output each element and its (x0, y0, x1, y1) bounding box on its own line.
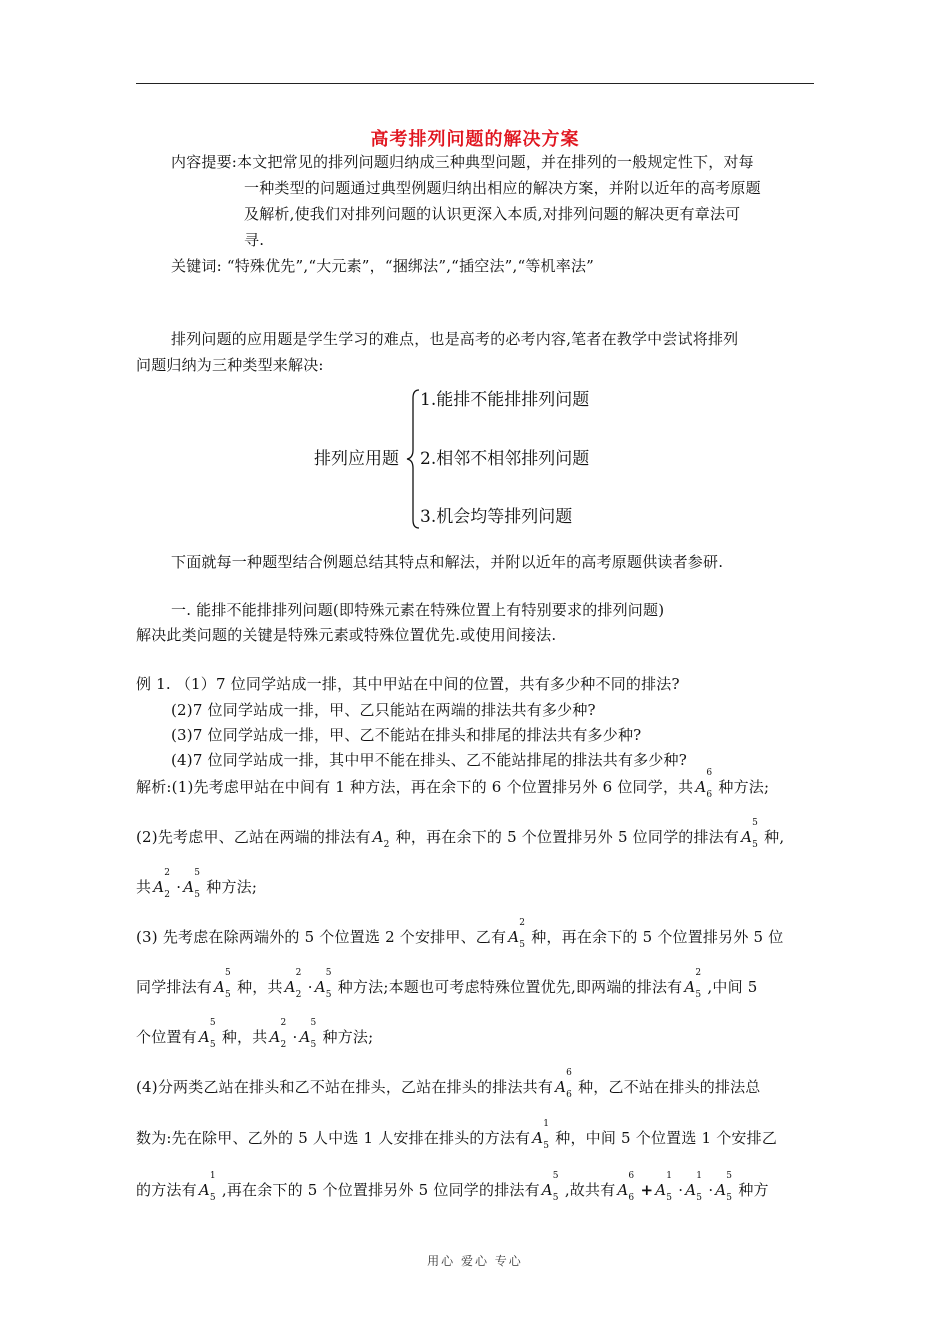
page-footer: 用心 爱心 专心 (427, 1254, 523, 1268)
abstract-line-3: 及解析,使我们对排列问题的认识更深入本质,对排列问题的解决更有章法可 (244, 205, 741, 223)
page-title: 高考排列问题的解决方案 (370, 129, 580, 150)
math-a-5-2: A 2 5 (684, 968, 702, 1000)
classification-item-1: 1.能排不能排排列问题 (420, 390, 590, 410)
math-a-5-5: A 5 5 (314, 968, 332, 1000)
analysis-line-4b: 数为:先在除甲、乙外的 5 人中选 1 人安排在排头的方法有 A 1 5 种，中间 5 个位置选 1 个安排乙 (136, 1119, 778, 1151)
section-1-desc: 解决此类问题的关键是特殊元素或特殊位置优先.或使用间接法. (136, 626, 557, 644)
math-a-2-2: A 2 2 (269, 1018, 287, 1050)
classification-item-3: 3.机会均等排列问题 (420, 507, 573, 527)
analysis-line-4: (4)分两类乙站在排头和乙不站在排头，乙站在排头的排法共有 A 6 6 种，乙不站在排头的排法总 (136, 1068, 761, 1100)
math-a-5-2: A 2 5 (508, 918, 526, 950)
math-a-6-6: A 6 6 (555, 1068, 572, 1100)
summary-line: 下面就每一种题型结合例题总结其特点和解法，并附以近年的高考原题供读者参研. (171, 553, 724, 571)
header-rule (136, 83, 814, 84)
math-a-5-1: A 1 5 (198, 1171, 216, 1203)
example-1-q2: (2)7 位同学站成一排，甲、乙只能站在两端的排法共有多少种? (171, 701, 596, 719)
math-a-5-5: A 5 5 (214, 968, 231, 1000)
curly-brace-icon (405, 388, 421, 530)
section-1-heading: 一. 能排不能排排列问题(即特殊元素在特殊位置上有特别要求的排列问题) (171, 601, 665, 619)
abstract-line-4: 寻. (244, 231, 265, 249)
math-a-5-5: A 5 5 (299, 1018, 317, 1050)
analysis-line-3: (3) 先考虑在除两端外的 5 个位置选 2 个安排甲、乙有 A 2 5 种，再在余下的 5 个位置排另外 5 位 (136, 918, 784, 950)
analysis-line-2: (2)先考虑甲、乙站在两端的排法有 A 2 种，再在余下的 5 个位置排另外 5 位同学的排法有 A 5 5 种, (136, 818, 785, 850)
intro-line-2: 问题归纳为三种类型来解决: (136, 356, 324, 374)
math-a-5-5: A 5 5 (741, 818, 759, 850)
abstract-line-1: 内容提要:本文把常见的排列问题归纳成三种典型问题，并在排列的一般规定性下，对每 (171, 153, 754, 171)
analysis-line-4c: 的方法有 A 1 5 ,再在余下的 5 个位置排另外 5 位同学的排法有 A 5 5 ,故共有 A 6 6 + A 1 5 · A 1 5 · A 5 5 种方 (136, 1171, 769, 1203)
math-a-2-2: A 2 (372, 828, 390, 850)
example-1-q4: (4)7 位同学站成一排，其中甲不能在排头、乙不能站排尾的排法共有多少种? (171, 751, 688, 769)
analysis-line-1 (136, 768, 770, 800)
analysis-line-3c: 个位置有 A 5 5 种，共 A 2 2 · A 5 5 种方法; (136, 1018, 374, 1050)
math-a-5-1: A 1 5 (685, 1171, 703, 1203)
abstract-line-2: 一种类型的问题通过典型例题归纳出相应的解决方案，并附以近年的高考原题 (244, 179, 761, 197)
math-a-5-5: A 5 5 (715, 1171, 733, 1203)
math-a-5-5: A 5 5 (183, 868, 201, 900)
keywords: 关键词: “特殊优先”,“大元素”，“捆绑法”,“插空法”,“等机率法” (171, 257, 595, 275)
math-a-2-2: A 2 2 (153, 868, 171, 900)
example-1-q3: (3)7 位同学站成一排，甲、乙不能站在排头和排尾的排法共有多少种? (171, 726, 642, 744)
math-a-2-2: A 2 2 (284, 968, 302, 1000)
analysis-line-3b: 同学排法有 A 5 5 种，共 A 2 2 · A 5 5 种方法;本题也可考虑特殊位置优先,即两端的排法有 A 2 5 ,中间 5 (136, 968, 758, 1000)
math-a-6-6: A 6 6 (695, 768, 713, 800)
math-a-5-5: A 5 5 (541, 1171, 559, 1203)
math-a-5-5: A 5 5 (198, 1018, 216, 1050)
example-1-q1: 例 1. （1）7 位同学站成一排，其中甲站在中间的位置，共有多少种不同的排法? (136, 675, 680, 693)
intro-line-1: 排列问题的应用题是学生学习的难点，也是高考的必考内容,笔者在教学中尝试将排列 (171, 330, 739, 348)
math-a-5-1: A 1 5 (532, 1119, 550, 1151)
analysis-text: 解析:(1)先考虑甲站在中间有 1 种方法，再在余下的 6 个位置排另外 6 位同学，共 (136, 778, 694, 796)
math-a-5-1: A 1 5 (655, 1171, 673, 1203)
classification-label: 排列应用题 (314, 449, 399, 469)
classification-item-2: 2.相邻不相邻排列问题 (420, 449, 590, 469)
math-a-6-6: A 6 6 (617, 1171, 635, 1203)
analysis-line-2b: 共 A 2 2 · A 5 5 种方法; (136, 868, 258, 900)
analysis-text: 种方法; (718, 778, 770, 796)
